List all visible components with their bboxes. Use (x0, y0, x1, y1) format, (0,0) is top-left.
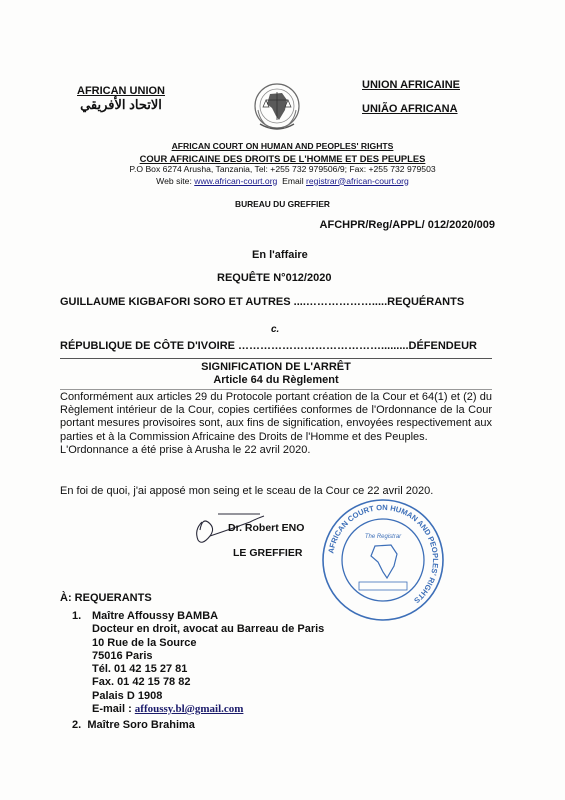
recipient-line: 75016 Paris (92, 649, 153, 662)
court-address: P.O Box 6274 Arusha, Tanzania, Tel: +255 732 979506/9; Fax: +255 732 979503 (129, 164, 436, 174)
recipient-name: Maître Affoussy BAMBA (92, 610, 219, 622)
recipients-heading: À: REQUERANTS (60, 592, 152, 604)
recipient-line: 10 Rue de la Source (92, 636, 197, 649)
recipient-line: Docteur en droit, avocat au Barreau de Paris (92, 623, 325, 636)
respondent-line: RÉPUBLIQUE DE CÔTE D'IVOIRE ………………………………….........DÉFENDEUR (60, 340, 477, 352)
african-union-ar: الاتحاد الأفريقي (80, 97, 162, 112)
court-contacts: Web site: www.african-court.org Email registrar@african-court.org (156, 175, 409, 186)
recipient-name: Maître Soro Brahima (87, 719, 195, 731)
notice-subtitle: Article 64 du Règlement (213, 374, 339, 386)
african-union-emblem-icon (252, 80, 302, 136)
recipient-number: 2. (72, 719, 82, 731)
recipient-line: Tél. 01 42 15 27 81 (92, 663, 188, 676)
african-union-en: AFRICAN UNION (77, 85, 165, 97)
uniao-africana-pt: UNIÃO AFRICANA (362, 103, 458, 115)
notice-paragraph-1: Conformément aux articles 29 du Protocole portant création de la Cour et 64(1) et (2) du Règlement intérieur de la Cour, copies certifiées conformes de l'Ordonnance de la Cour portant mesures provisoires sont, aux fins de signification, envoyées respectivement aux parties et à la Commission Africaine des Droits de l'Homme et des Peuples. (60, 391, 492, 443)
website-link[interactable]: www.african-court.org (194, 175, 278, 186)
notice-body (60, 391, 492, 457)
versus: c. (271, 324, 280, 335)
recipient-1 (72, 610, 325, 716)
signatory-title: LE GREFFIER (233, 547, 303, 559)
reference-number: AFCHPR/Reg/APPL/ 012/2020/009 (319, 219, 495, 231)
bureau-du-greffier: BUREAU DU GREFFIER (235, 199, 330, 209)
court-seal-icon (321, 498, 445, 622)
recipient-number: 1. (72, 610, 82, 622)
recipient-line: Fax. 01 42 15 78 82 (92, 676, 191, 689)
union-africaine-fr: UNION AFRICAINE (362, 79, 460, 91)
divider (60, 389, 492, 390)
recipient-email-link[interactable]: affoussy.bl@gmail.com (134, 703, 244, 716)
court-email-link[interactable]: registrar@african-court.org (306, 175, 409, 186)
seal-outer-text: AFRICAN COURT ON HUMAN AND PEOPLES' RIGHTS (326, 502, 441, 606)
recipient-2 (72, 719, 195, 731)
signatory-name: Dr. Robert ENO (228, 522, 305, 534)
header-left (66, 85, 176, 113)
court-block (60, 141, 505, 187)
court-name-en: AFRICAN COURT ON HUMAN AND PEOPLES' RIGHTS (171, 141, 394, 151)
notice-title: SIGNIFICATION DE L'ARRÊT (201, 361, 351, 373)
recipient-line: Palais D 1908 (92, 689, 163, 702)
header-right (362, 73, 482, 121)
applicants-line: GUILLAUME KIGBAFORI SORO ET AUTRES ....……………….....REQUÉRANTS (60, 296, 465, 308)
en-laffaire: En l'affaire (252, 249, 308, 261)
seal-inner-text: The Registrar (364, 534, 402, 540)
notice-paragraph-3: En foi de quoi, j'ai apposé mon seing et le sceau de la Cour ce 22 avril 2020. (60, 485, 434, 497)
recipient-email-row: E-mail : affoussy.bl@gmail.com (92, 703, 244, 716)
court-name-fr: COUR AFRICAINE DES DROITS DE L'HOMME ET DES PEUPLES (139, 152, 426, 164)
notice-paragraph-2: L'Ordonnance a été prise à Arusha le 22 avril 2020. (60, 443, 311, 456)
requete-number: REQUÊTE N°012/2020 (217, 272, 332, 284)
divider (60, 358, 492, 359)
